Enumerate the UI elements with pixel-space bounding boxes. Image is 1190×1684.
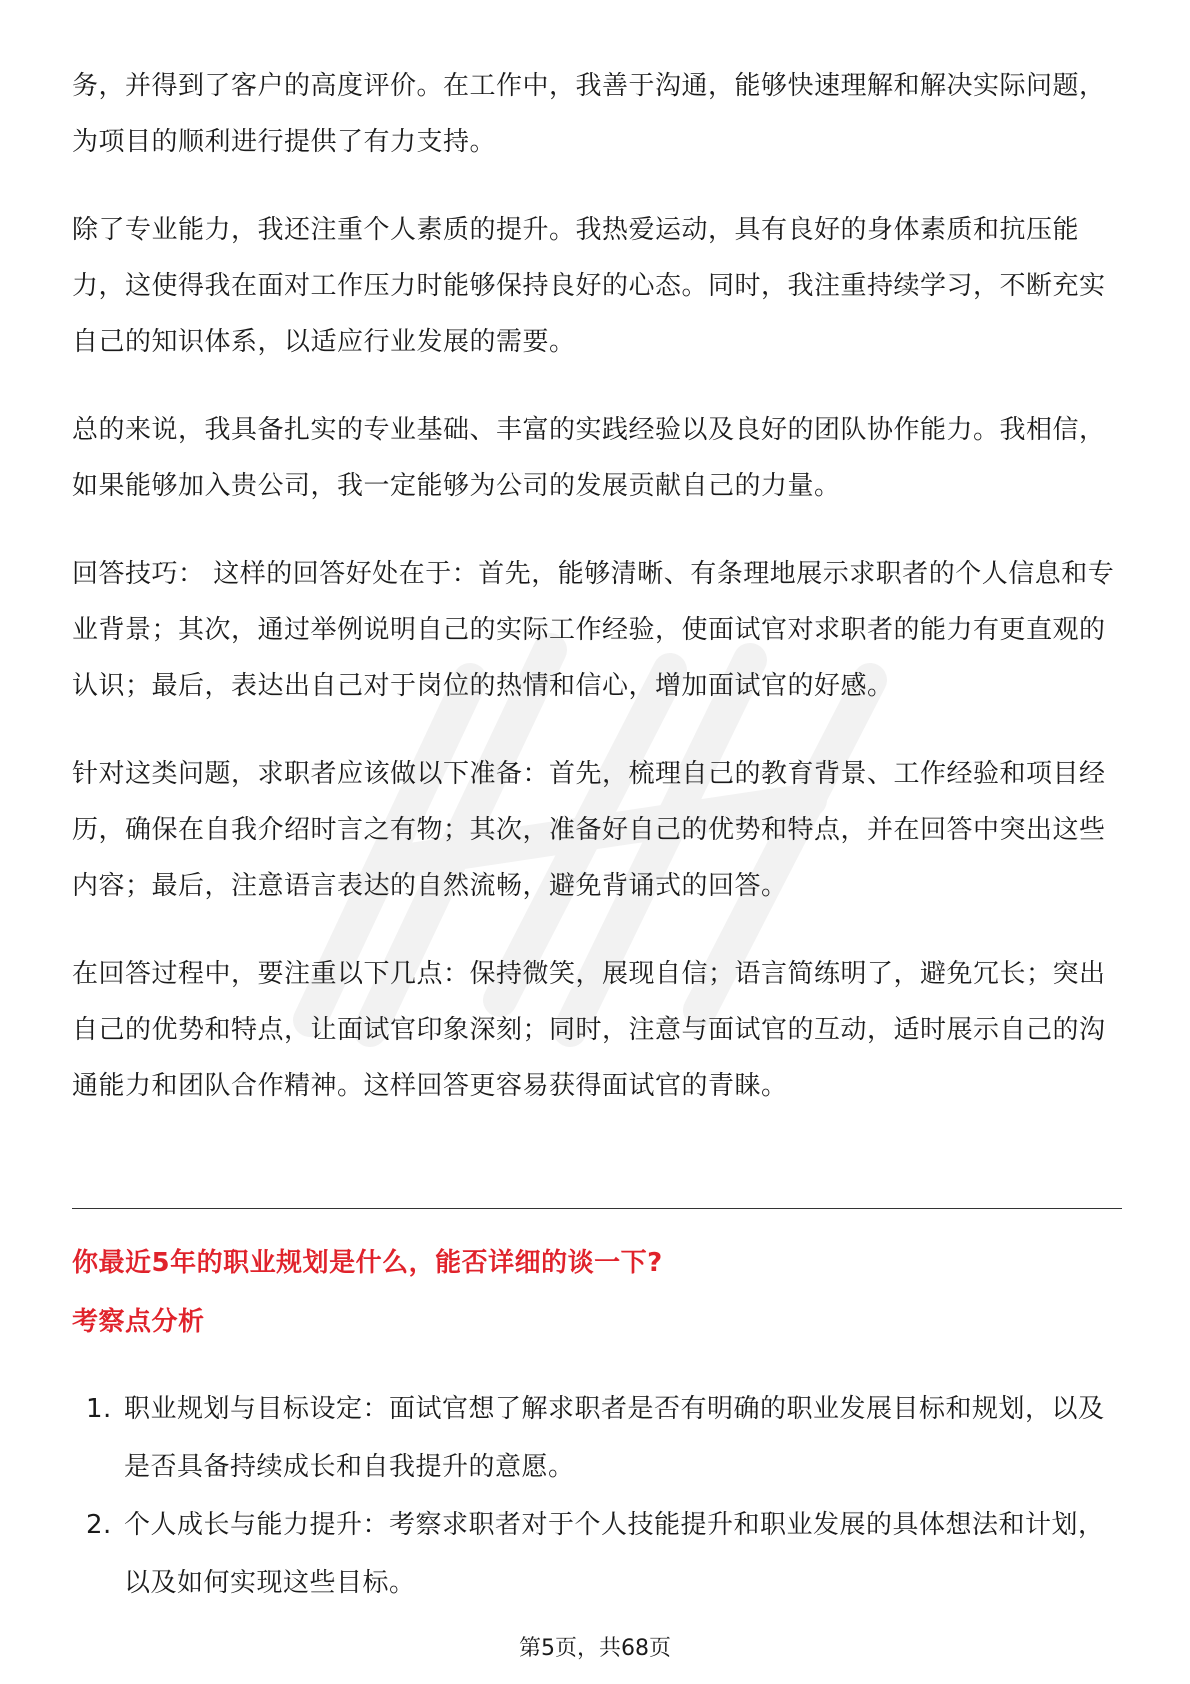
paragraph: 务，并得到了客户的高度评价。在工作中，我善于沟通，能够快速理解和解决实际问题，为项目的顺利进行提供了有力支持。 xyxy=(72,71,1106,157)
list-number: 2. xyxy=(86,1510,112,1540)
section-divider xyxy=(72,1208,1122,1209)
section-title: 考察点分析 xyxy=(72,1307,205,1337)
list-item xyxy=(72,1496,1122,1612)
list-item xyxy=(72,1380,1122,1496)
list-item-text: 个人成长与能力提升：考察求职者对于个人技能提升和职业发展的具体想法和计划，以及如何实现这些目标。 xyxy=(124,1510,1105,1598)
list-item-text: 职业规划与目标设定：面试官想了解求职者是否有明确的职业发展目标和规划，以及是否具备持续成长和自我提升的意愿。 xyxy=(124,1394,1105,1482)
paragraph: 总的来说，我具备扎实的专业基础、丰富的实践经验以及良好的团队协作能力。我相信，如果能够加入贵公司，我一定能够为公司的发展贡献自己的力量。 xyxy=(72,415,1106,501)
paragraph: 除了专业能力，我还注重个人素质的提升。我热爱运动，具有良好的身体素质和抗压能力，这使得我在面对工作压力时能够保持良好的心态。同时，我注重持续学习，不断充实自己的知识体系，以适应行业发展的需要。 xyxy=(72,215,1106,357)
analysis-list xyxy=(72,1380,1122,1612)
paragraph: 在回答过程中，要注重以下几点：保持微笑，展现自信；语言简练明了，避免冗长；突出自己的优势和特点，让面试官印象深刻；同时，注意与面试官的互动，适时展示自己的沟通能力和团队合作精神。这样回答更容易获得面试官的青睐。 xyxy=(72,959,1106,1101)
document-body xyxy=(72,58,1122,1114)
paragraph: 针对这类问题，求职者应该做以下准备：首先，梳理自己的教育背景、工作经验和项目经历，确保在自我介绍时言之有物；其次，准备好自己的优势和特点，并在回答中突出这些内容；最后，注意语言表达的自然流畅，避免背诵式的回答。 xyxy=(72,759,1106,901)
page-footer: 第5页，共68页 xyxy=(519,1636,671,1661)
paragraph: 回答技巧： 这样的回答好处在于：首先，能够清晰、有条理地展示求职者的个人信息和专业背景；其次，通过举例说明自己的实际工作经验，使面试官对求职者的能力有更直观的认识；最后，表达出自己对于岗位的热情和信心，增加面试官的好感。 xyxy=(72,559,1115,701)
question-heading: 你最近5年的职业规划是什么，能否详细的谈一下? xyxy=(72,1248,663,1278)
list-number: 1. xyxy=(86,1394,112,1424)
